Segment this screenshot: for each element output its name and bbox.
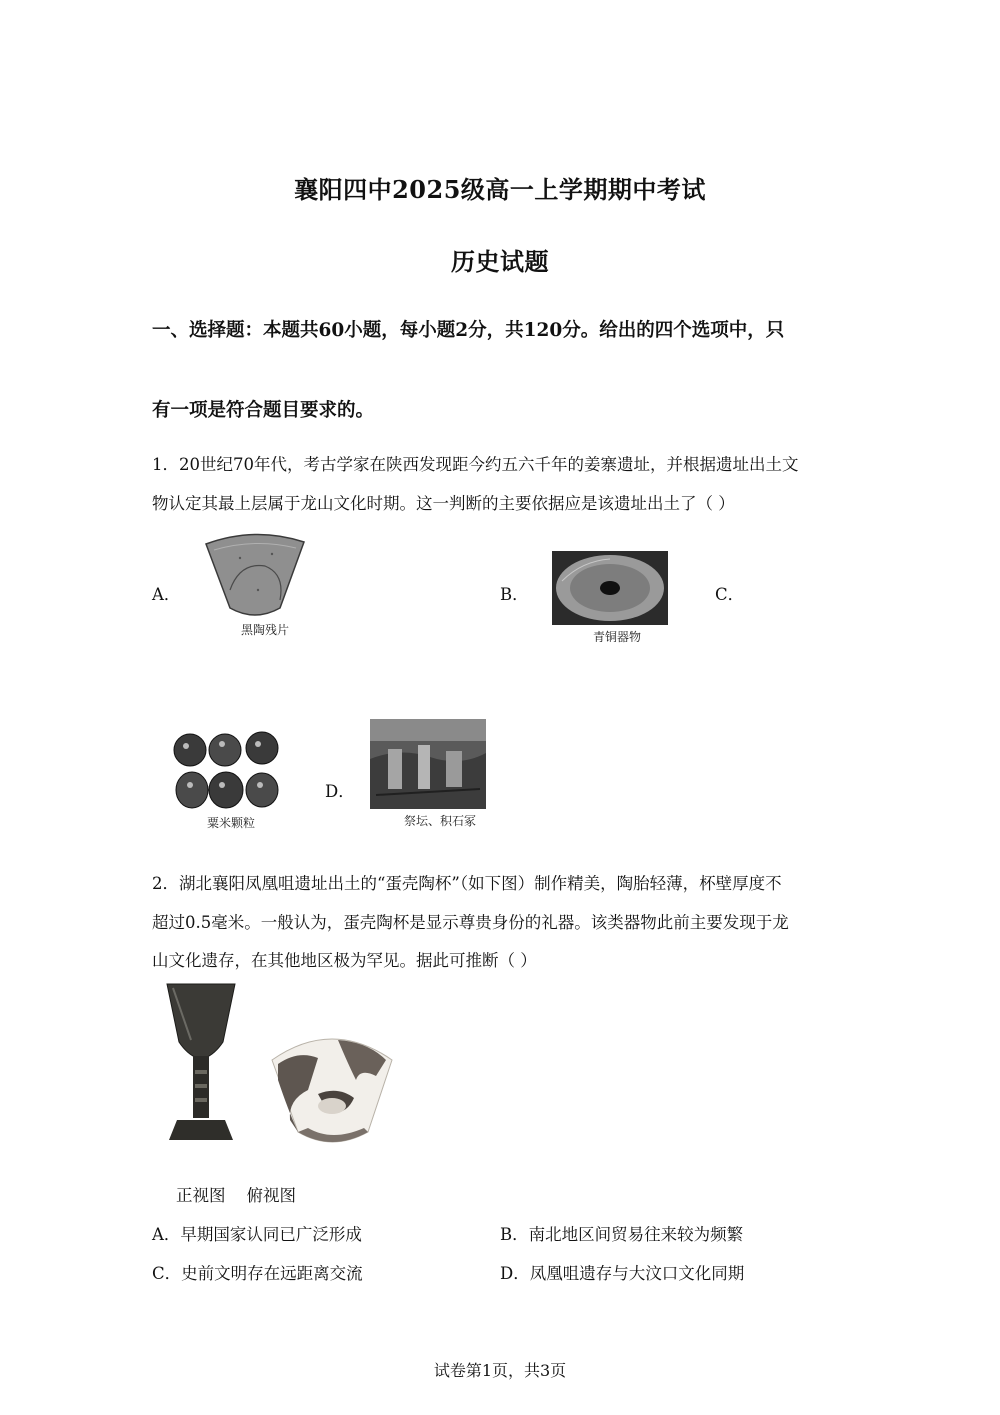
exam-subtitle: 历史试题 xyxy=(451,247,549,276)
q2-option-b-text: 南北地区间贸易往来较为频繁 xyxy=(528,1225,744,1244)
q1-option-d-label[interactable]: D． xyxy=(325,782,355,801)
page-footer: 试卷第1页，共3页 xyxy=(433,1361,567,1380)
q1-option-a-label[interactable]: A． xyxy=(152,585,181,604)
q1-option-b-label[interactable]: B． xyxy=(500,585,529,604)
q2-option-c-text: 史前文明存在远距离交流 xyxy=(181,1264,363,1283)
q1-option-c-caption: 粟米颗粒 xyxy=(206,816,255,830)
q2-option-d-text: 凤凰咀遗存与大汶口文化同期 xyxy=(529,1264,745,1283)
section-heading-line1: 一、选择题：本题共60小题，每小题2分，共120分。给出的四个选项中，只 xyxy=(152,320,785,341)
q2-stem-line2: 超过0.5毫米。一般认为，蛋壳陶杯是显示尊贵身份的礼器。该类器物此前主要发现于龙 xyxy=(152,913,789,932)
eggshell-cup-front-view-image xyxy=(163,980,239,1146)
q1-option-b-caption: 青铜器物 xyxy=(592,630,641,644)
q1-option-d-caption: 祭坛、积石冢 xyxy=(403,814,476,828)
q2-figure-caption: 正视图 俯视图 xyxy=(176,1186,296,1205)
millet-grains-image xyxy=(172,730,282,812)
q2-option-a-text: 早期国家认同已广泛形成 xyxy=(180,1225,362,1244)
bronze-object-image xyxy=(552,551,668,625)
q2-option-b-label: B． xyxy=(500,1225,529,1244)
q2-option-c-label: C． xyxy=(152,1264,182,1283)
q1-option-a-caption: 黑陶残片 xyxy=(240,623,289,637)
q2-option-d[interactable] xyxy=(500,1260,744,1284)
q1-stem-line2: 物认定其最上层属于龙山文化时期。这一判断的主要依据应是该遗址出土了（ ） xyxy=(152,494,735,513)
q1-option-c-label[interactable]: C． xyxy=(715,585,745,604)
q2-stem-line1: 2．湖北襄阳凤凰咀遗址出土的“蛋壳陶杯”（如下图）制作精美，陶胎轻薄，杯壁厚度不 xyxy=(152,874,782,893)
q2-option-a[interactable] xyxy=(152,1221,362,1245)
altar-stone-cairn-image xyxy=(370,719,486,809)
q2-option-c[interactable] xyxy=(152,1260,363,1284)
q2-option-d-label: D． xyxy=(500,1264,530,1283)
exam-title: 襄阳四中2025级高一上学期期中考试 xyxy=(294,175,706,204)
q2-stem-line3: 山文化遗存，在其他地区极为罕见。据此可推断（ ） xyxy=(152,951,537,970)
q1-stem-line1: 1．20世纪70年代，考古学家在陕西发现距今约五六千年的姜寨遗址，并根据遗址出土文 xyxy=(152,455,799,474)
q2-option-b[interactable] xyxy=(500,1221,743,1245)
section-heading-line2: 有一项是符合题目要求的。 xyxy=(152,400,375,421)
black-pottery-shard-image xyxy=(200,530,310,620)
q2-option-a-label: A． xyxy=(152,1225,181,1244)
eggshell-cup-top-view-image xyxy=(268,1020,396,1148)
